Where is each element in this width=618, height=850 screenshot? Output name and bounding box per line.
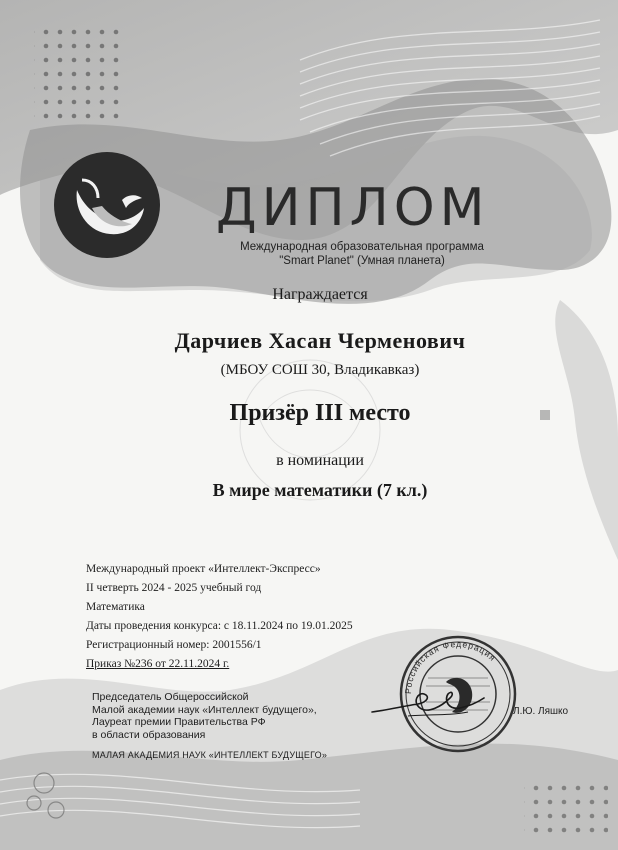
signatory-line-2: Малой академии наук «Интеллект будущего», [92,703,317,716]
signatory-title [92,691,317,741]
academy-footer: МАЛАЯ АКАДЕМИЯ НАУК «ИНТЕЛЛЕКТ БУДУЩЕГО» [92,750,328,760]
program-subtitle [212,240,512,268]
dates-line: Даты проведения конкурса: с 18.11.2024 по 19.01.2025 [86,620,353,632]
nomination-title: В мире математики (7 кл.) [212,480,428,500]
signatory-line-1: Председатель Общероссийской [92,691,249,703]
subtitle-line-1: Международная образовательная программа [240,241,484,253]
award-place: Призёр III место [229,400,411,426]
order-line: Приказ №236 от 22.11.2024 г. [86,658,230,670]
registration-number: Регистрационный номер: 2001556/1 [86,639,262,651]
contest-details [86,560,353,674]
recipient-school: (МБОУ СОШ 30, Владикавказ) [220,362,420,378]
awarded-label: Награждается [272,286,368,303]
signatory-line-4: в области образования [92,728,206,741]
recipient-name: Дарчиев Хасан Черменович [174,328,466,353]
bird-logo-icon [52,150,162,260]
handwritten-signature [368,676,488,726]
seal-outer-text: Российская Федерация [402,638,499,695]
project-line: Международный проект «Интеллект-Экспресс» [86,563,321,575]
diploma-title: ДИПЛОМ [216,178,490,238]
period-line: II четверть 2024 - 2025 учебный год [86,582,262,594]
signatory-line-3: Лауреат премии Правительства РФ [92,716,266,728]
nomination-label: в номинации [276,452,364,469]
signer-name: Л.Ю. Ляшко [513,706,569,717]
subject-line: Математика [86,601,145,613]
subtitle-line-2: "Smart Planet" (Умная планета) [279,255,445,267]
